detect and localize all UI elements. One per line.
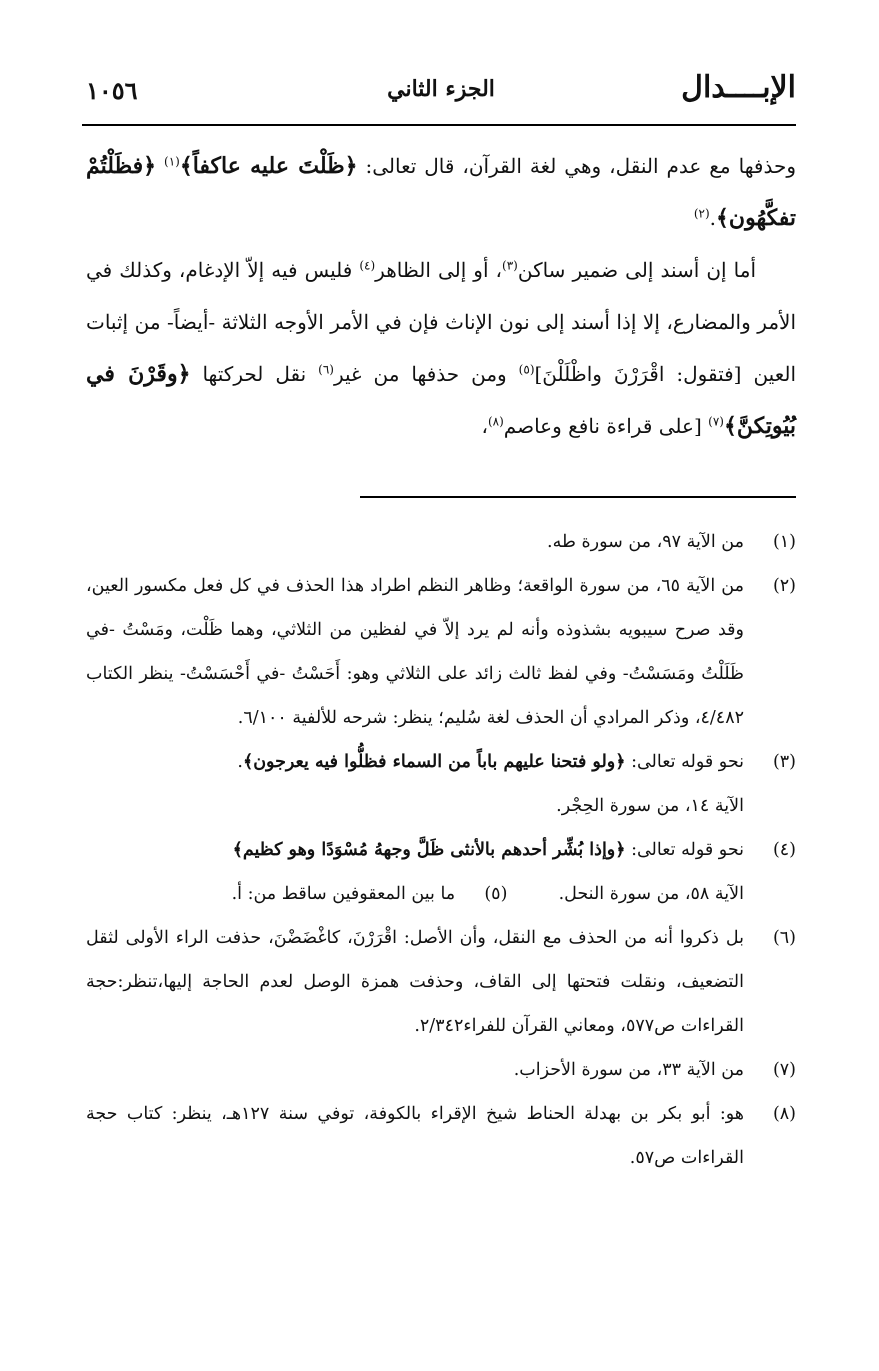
footnote-4 [86, 828, 796, 916]
footnote-text [86, 828, 744, 916]
footnote-6 [86, 916, 796, 1048]
footnote-number: (٥) [484, 884, 508, 904]
paragraph-2 [86, 244, 796, 452]
footnote-text: من الآية ٣٣، من سورة الأحزاب. [513, 1060, 744, 1080]
paragraph-1 [86, 140, 796, 244]
text: ، أو إلى الظاهر [375, 258, 503, 282]
part-title: الجزء الثاني [387, 76, 495, 102]
footnote-text: بل ذكروا أنه من الحذف مع النقل، وأن الأصل: اقْرَرْنَ، كاغْضَضْنَ، حذفت الراء الأولى لثقل التضعيف، ونقلت فتحتها إلى القاف، وحذفت همزة الوصل لعدم الحاجة إليها،تنظر:حجة القراءات ص٥٧٧، ومعاني القرآن للفراء٢/٣٤٢. [86, 928, 744, 1036]
footnote-separator [360, 496, 796, 498]
footnote-line: الآية ١٤، من سورة الحِجْر. [556, 796, 744, 816]
footnote-line: الآية ٥٨، من سورة النحل. [558, 884, 744, 904]
text: . [709, 206, 717, 230]
footnote-ref[interactable]: (٥) [518, 362, 535, 377]
text: ومن حذفها من غير [333, 362, 519, 386]
footnote-number: (١) [772, 532, 796, 552]
footnote-tail: . [237, 752, 243, 772]
footnote-ref[interactable]: (٦) [318, 362, 334, 377]
quran-quote: ﴿ظَلْتَ عليه عاكفاً﴾ [179, 153, 358, 179]
footnote-number: (٣) [772, 752, 796, 772]
footnote-text [86, 740, 744, 828]
footnote-text: من الآية ٦٥، من سورة الواقعة؛ وظاهر النظم اطراد هذا الحذف في كل فعل مكسور العين، وقد صرح سيبويه بشذوذه وأنه لم يرد إلاّ في لفظين من الثلاثي، وهما ظَلْت، ومَسْتُ -في ظَلَلْتُ ومَسَسْتُ- وفي لفظ ثالث زائد على الثلاثي وهو: أَحَسْتُ -في أَحْسَسْتُ- ينظر الكتاب ٤/٤٨٢، وذكر المرادي أن الحذف لغة سُليم؛ ينظر: شرحه للألفية ٦/١٠٠. [86, 576, 744, 728]
quran-quote: ﴿وإذا بُشِّر أحدهم بالأنثى ظَلَّ وجههُ مُسْوَدًا وهو كظيم﴾ [232, 840, 626, 860]
footnote-number: (٦) [772, 928, 796, 948]
footnote-ref[interactable]: (٤) [359, 258, 376, 273]
running-header [86, 70, 796, 114]
footnote-lead: نحو قوله تعالى: [625, 840, 744, 860]
quran-quote: ﴿ولو فتحنا عليهم باباً من السماء فظلُّوا فيه يعرجون﴾ [242, 752, 626, 772]
footnote-8 [86, 1092, 796, 1180]
footnote-ref[interactable]: (٣) [502, 258, 518, 273]
quran-quote: ﴿وقَرْنَ في بُيُوتِكنَّ﴾ [86, 361, 796, 439]
footnote-7 [86, 1048, 796, 1092]
text: نقل لحركتها [190, 362, 319, 386]
footnotes [86, 520, 796, 1180]
chapter-title: الإبــــدال [681, 70, 796, 105]
footnote-lead: نحو قوله تعالى: [625, 752, 744, 772]
header-rule [82, 124, 796, 126]
text: فليس فيه إلاّ الإدغام، وكذلك في الأمر والمضارع، إلا إذا أسند إلى نون الإناث فإن في الأمر الأوجه الثلاثة -أيضاً- من إثبات العين [فتقول: اقْرَرْنَ واظْلَلْنَ] [86, 258, 797, 386]
footnote-1 [86, 520, 796, 564]
footnote-ref[interactable]: (١) [164, 154, 180, 169]
text: ، [481, 414, 488, 438]
footnote-ref[interactable]: (٨) [487, 414, 504, 429]
footnote-text: ما بين المعقوفين ساقط من: أ. [231, 884, 456, 904]
quran-quote: ﴿فظَلْتُمْ تفكَّهُون﴾ [86, 153, 796, 231]
text: [على قراءة نافع وعاصم [503, 414, 709, 438]
footnote-2 [86, 564, 796, 740]
main-text [86, 140, 796, 452]
footnote-3 [86, 740, 796, 828]
footnote-number: (٤) [772, 840, 796, 860]
footnote-number: (٨) [772, 1104, 796, 1124]
footnote-ref[interactable]: (٢) [693, 206, 710, 221]
footnote-number: (٢) [772, 576, 796, 596]
footnote-text: هو: أبو بكر بن بهدلة الحناط شيخ الإقراء بالكوفة، توفي سنة ١٢٧هـ، ينظر: كتاب حجة القراءات ص٥٧. [86, 1104, 744, 1168]
text: أما إن أسند إلى ضمير ساكن [517, 258, 757, 282]
footnote-text: من الآية ٩٧، من سورة طه. [547, 532, 744, 552]
text: وحذفها مع عدم النقل، وهي لغة القرآن، قال تعالى: [357, 154, 796, 178]
page-number: ١٠٥٦ [86, 76, 138, 105]
footnote-number: (٧) [772, 1060, 796, 1080]
footnote-ref[interactable]: (٧) [708, 414, 724, 429]
